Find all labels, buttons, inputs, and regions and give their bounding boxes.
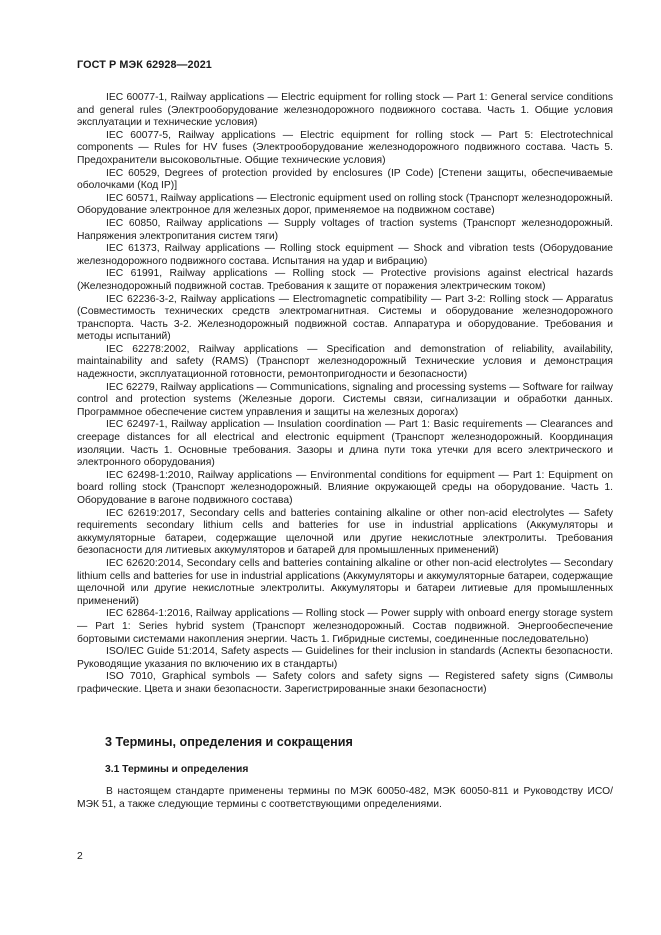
reference-item: IEC 62497-1, Railway application — Insulation coordination — Part 1: Basic requirements — Clearances and creepage distances for all electrical and electronic equipment (Транспорт железнодорожный. Координация изоляции. Часть 1. Основные требования. Зазоры и длина пути тока утечки для всего электрического и электронного оборудования): [77, 419, 613, 469]
reference-item: IEC 62498-1:2010, Railway applications — Environmental conditions for equipment — Part 1: Equipment on board rolling stock (Транспорт железнодорожный. Влияние окружающей среды на оборудование. Часть 1. Оборудование в вагоне подвижного состава): [77, 469, 613, 506]
reference-item: IEC 61373, Railway applications — Rolling stock equipment — Shock and vibration tests (Оборудование железнодорожного подвижного состава. Испытания на удар и вибрацию): [77, 243, 613, 267]
reference-item: IEC 62279, Railway applications — Communications, signaling and processing systems — Software for railway control and protection systems (Железные дороги. Системы связи, сигнализации и обработки данных. Программное обеспечение систем управления и защиты на железных дорогах): [77, 381, 613, 418]
reference-item: IEC 62278:2002, Railway applications — Specification and demonstration of reliability, availability, maintainability and safety (RAMS) (Транспорт железнодорожный Технические условия и демонстрация надежности, эксплуатационной готовности, ремонтопригодности и безопасности): [77, 343, 613, 381]
subsection-title: 3.1 Термины и определения: [105, 764, 249, 775]
reference-item: IEC 62619:2017, Secondary cells and batteries containing alkaline or other non-acid electrolytes — Safety requirements secondary lithium cells and batteries for use in industrial applications (Аккумуляторы и аккумуляторные батареи, содержащие щелочной или другие некислотные электролиты. Требования безопасности для литиевых аккумуляторов и батарей для промышленных применений): [77, 507, 613, 557]
reference-item: IEC 60529, Degrees of protection provided by enclosures (IP Code) [Степени защиты, обеспечиваемые оболочками (Код IP)]: [77, 167, 613, 192]
reference-item: IEC 62864-1:2016, Railway applications — Rolling stock — Power supply with onboard energy storage system — Part 1: Series hybrid system (Транспорт железнодорожный. Состав подвижной. Энергообеспечение бортовыми системами накопления энергии. Часть 1. Гибридные системы, соединенные последовательно): [77, 608, 613, 645]
intro-paragraph: В настоящем стандарте применены термины по МЭК 60050-482, МЭК 60050-811 и Руководству ИСО/МЭК 51, а также следующие термины с соответствующими определениями.: [77, 786, 613, 810]
section-title: 3 Термины, определения и сокращения: [105, 735, 353, 749]
document-header: ГОСТ Р МЭК 62928—2021: [77, 59, 212, 71]
reference-item: IEC 60077-1, Railway applications — Electric equipment for rolling stock — Part 1: General service conditions and general rules (Электрооборудование железнодорожного подвижного состава. Часть 1. Общие условия эксплуатации и технические условия): [77, 92, 613, 129]
reference-item: IEC 60850, Railway applications — Supply voltages of traction systems (Транспорт железнодорожный. Напряжения электропитания систем тяги): [77, 217, 613, 242]
reference-item: IEC 60571, Railway applications — Electronic equipment used on rolling stock (Транспорт железнодорожный. Оборудование электронное для железных дорог, применяемое на подвижном составе): [77, 192, 613, 217]
reference-item: IEC 62236-3-2, Railway applications — Electromagnetic compatibility — Part 3-2: Rolling stock — Apparatus (Совместимость технических средств электромагнитная. Системы и оборудование железнодорожного транспорта. Часть 3-2. Железнодорожный подвижной состав. Аппаратура и оборудование. Требования и методы испытаний): [77, 293, 613, 343]
reference-item: IEC 61991, Railway applications — Rolling stock — Protective provisions against electrical hazards (Железнодорожный подвижной состав. Требования к защите от поражения электрическим током): [77, 268, 613, 292]
reference-item: IEC 60077-5, Railway applications — Electric equipment for rolling stock — Part 5: Electrotechnical components — Rules for HV fuses (Электрооборудование железнодорожного подвижного состава. Часть 5. Предохранители высоковольтные. Общие технические условия): [77, 129, 613, 166]
normative-references-list: [77, 92, 613, 697]
reference-item: IEC 62620:2014, Secondary cells and batteries containing alkaline or other non-acid electrolytes — Secondary lithium cells and batteries for use in industrial applications (Аккумуляторы и аккумуляторные батареи, содержащие щелочной или другие некислотные электролиты. Аккумуляторы и батареи литиевые для промышленных применений): [77, 557, 613, 607]
page-number: 2: [77, 851, 83, 862]
reference-item: ISO 7010, Graphical symbols — Safety colors and safety signs — Registered safety signs (Символы графические. Цвета и знаки безопасности. Зарегистрированные знаки безопасности): [77, 671, 613, 695]
reference-item: ISO/IEC Guide 51:2014, Safety aspects — Guidelines for their inclusion in standards (Аспекты безопасности. Руководящие указания по включению их в стандарты): [77, 646, 613, 670]
